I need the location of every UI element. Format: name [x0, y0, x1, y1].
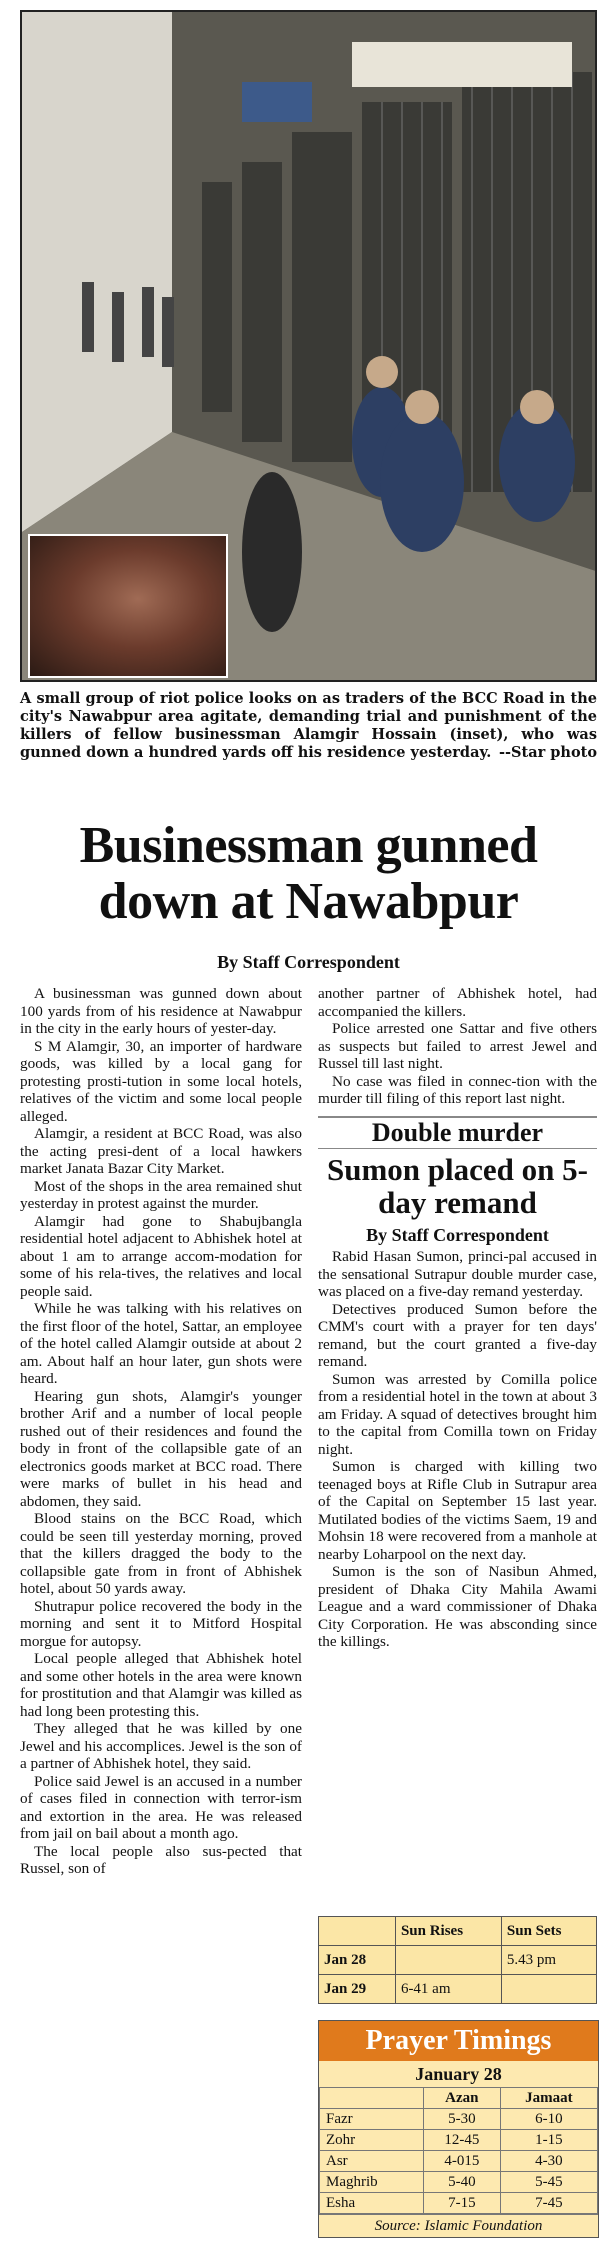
story-paragraph: Alamgir had gone to Shabujbangla residential hotel adjacent to Abhishek hotel at about 1 am to arrange accom-modation for some of his rela-tives, the relatives and local people said. — [20, 1212, 302, 1300]
table-cell: 5-45 — [500, 2172, 597, 2193]
table-cell: 1-15 — [500, 2130, 597, 2151]
table-cell: Jan 28 — [319, 1946, 396, 1975]
main-byline: By Staff Correspondent — [217, 952, 400, 972]
table-row — [319, 1946, 597, 1975]
table-cell: Fazr — [320, 2109, 424, 2130]
prayer-table — [319, 2087, 598, 2214]
table-cell: 7-15 — [423, 2193, 500, 2214]
table-row — [320, 2151, 598, 2172]
story-paragraph: Most of the shops in the area remained shut yesterday in protest against the murder. — [20, 1177, 302, 1212]
table-row — [320, 2130, 598, 2151]
prayer-date: January 28 — [415, 2064, 502, 2084]
table-row — [320, 2172, 598, 2193]
story-paragraph: Shutrapur police recovered the body in the morning and sent it to Mitford Hospital morgue for autopsy. — [20, 1597, 302, 1650]
story-paragraph: No case was filed in connec-tion with the murder till filing of this report last night. — [318, 1072, 597, 1107]
table-row — [320, 2109, 598, 2130]
second-story-byline: By Staff Correspondent — [366, 1224, 549, 1245]
prayer-title: Prayer Timings — [319, 2021, 598, 2061]
photo-caption — [20, 690, 597, 762]
story-paragraph: Sumon is the son of Nasibun Ahmed, president of Dhaka City Mahila Awami League and a ward commissioner of Dhaka City Corporation. He was absconding since the killings. — [318, 1563, 597, 1650]
story-paragraph: Sumon was arrested by Comilla police from a residential hotel in the town at about 3 am Friday. A squad of detectives brought him to the capital from Comilla town on Friday night. — [318, 1370, 597, 1458]
table-cell: 4-30 — [500, 2151, 597, 2172]
story-paragraph: Police said Jewel is an accused in a number of cases filed in connection with terror-ism and extortion in the area. He was released from jail on bail about a month ago. — [20, 1772, 302, 1842]
story-paragraph: Detectives produced Sumon before the CMM's court with a prayer for ten days' remand, but the court granted a five-day remand. — [318, 1300, 597, 1370]
story-paragraph: Rabid Hasan Sumon, princi-pal accused in the sensational Sutrapur double murder case, was placed on a five-day remand yesterday. — [318, 1248, 597, 1300]
prayer-source: Source: Islamic Foundation — [319, 2214, 598, 2237]
table-header-cell: Azan — [423, 2088, 500, 2109]
inset-photo — [28, 534, 228, 678]
caption-text: A small group of riot police looks on as traders of the BCC Road in the city's Nawabpur area agitate, demanding trial and punishment of the killers of fellow businessman Alamgir Hossain (inset), who was gunned down a hundred yards off his residence yesterday. — [20, 690, 597, 761]
story-paragraph: S M Alamgir, 30, an importer of hardware goods, was killed by a local gang for protesting prosti-tution in some local hotels, relatives of the victim and some local people alleged. — [20, 1037, 302, 1125]
table-header-cell — [319, 1917, 396, 1946]
story-paragraph: They alleged that he was killed by one Jewel and his accomplices. Jewel is the son of a partner of Abhishek hotel, they said. — [20, 1720, 302, 1772]
table-cell: Maghrib — [320, 2172, 424, 2193]
table-row — [320, 2088, 598, 2109]
table-row — [319, 1917, 597, 1946]
second-story-headline: Sumon placed on 5-day remand — [327, 1151, 588, 1220]
table-header-cell: Sun Rises — [395, 1917, 501, 1946]
second-column — [318, 985, 597, 1651]
table-cell: 5-30 — [423, 2109, 500, 2130]
table-cell: 7-45 — [500, 2193, 597, 2214]
table-cell: 12-45 — [423, 2130, 500, 2151]
table-row — [319, 1975, 597, 2004]
second-story-kicker: Double murder — [318, 1116, 597, 1149]
table-cell: Asr — [320, 2151, 424, 2172]
table-cell — [501, 1975, 596, 2004]
table-cell: 6-41 am — [395, 1975, 501, 2004]
table-cell — [395, 1946, 501, 1975]
table-cell: Zohr — [320, 2130, 424, 2151]
table-cell: 4-015 — [423, 2151, 500, 2172]
story-paragraph: While he was talking with his relatives on the first floor of the hotel, Sattar, an employee of the hotel called Alamgir outside at about 2 am. About half an hour later, gun shots were heard. — [20, 1300, 302, 1387]
main-story-column — [20, 985, 302, 1878]
story-paragraph: another partner of Abhishek hotel, had accompanied the killers. — [318, 985, 597, 1020]
story-paragraph: Sumon is charged with killing two teenaged boys at Rifle Club in Sutrapur area of the Capital on September 15 last year. Mutilated bodies of the victims Saem, 19 and Mohsin 18 were recovered from a manhole at nearby Loharpool on the next day. — [318, 1458, 597, 1563]
story-paragraph: The local people also sus-pected that Russel, son of — [20, 1842, 302, 1877]
table-header-cell: Jamaat — [500, 2088, 597, 2109]
table-cell: Jan 29 — [319, 1975, 396, 2004]
sun-times-table — [318, 1916, 597, 2004]
table-cell: Esha — [320, 2193, 424, 2214]
table-header-cell: Sun Sets — [501, 1917, 596, 1946]
table-row — [320, 2193, 598, 2214]
main-headline: Businessman gunned down at Nawabpur — [79, 817, 538, 930]
story-paragraph: A businessman was gunned down about 100 yards from of his residence at Nawabpur in the city in the early hours of yester-day. — [20, 985, 302, 1037]
story-paragraph: Alamgir, a resident at BCC Road, was also the acting presi-dent of a local hawkers market Janata Bazar City Market. — [20, 1125, 302, 1177]
news-photo — [20, 10, 597, 682]
story-paragraph: Hearing gun shots, Alamgir's younger brother Arif and a number of local people rushed out of their residences and found the body in front of the collapsible gate of an electronics goods market at BCC road. There were marks of bullet in his head and abdomen, they said. — [20, 1387, 302, 1510]
table-cell: 5.43 pm — [501, 1946, 596, 1975]
prayer-timings-box — [318, 2020, 599, 2238]
table-cell: 6-10 — [500, 2109, 597, 2130]
table-header-cell — [320, 2088, 424, 2109]
story-paragraph: Local people alleged that Abhishek hotel and some other hotels in the area were known for prostitution and that Alamgir was killed as had long been protesting this. — [20, 1650, 302, 1720]
story-paragraph: Blood stains on the BCC Road, which could be seen till yesterday morning, proved that the killers dragged the body to the collapsible gate from in front of Abhishek hotel, about 50 yards away. — [20, 1510, 302, 1597]
photo-credit: --Star photo — [498, 744, 597, 761]
story-paragraph: Police arrested one Sattar and five others as suspects but failed to arrest Jewel and Russel till last night. — [318, 1020, 597, 1072]
table-cell: 5-40 — [423, 2172, 500, 2193]
